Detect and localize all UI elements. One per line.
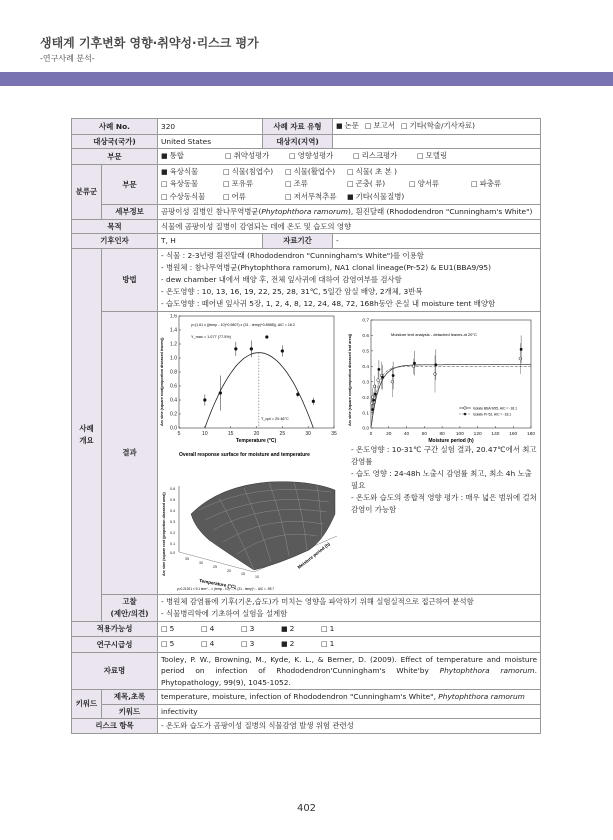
data-point-pr52	[371, 408, 374, 411]
x-tick-label: 20	[253, 430, 260, 437]
page-header-title: 생태계 기후변화 영향·취약성·리스크 평가	[40, 36, 259, 50]
list-item: - 온도영향 : 10, 13, 16, 19, 22, 25, 28, 31℃, 5일간 암실 배양, 2개체, 3반복	[161, 286, 423, 296]
risk-item-label: 리스크 항목	[72, 719, 158, 734]
option-label: 논문	[344, 121, 359, 130]
case-no-value: 320	[158, 119, 263, 135]
data-point-pr52	[520, 347, 523, 350]
z-tick: 0.6	[170, 486, 176, 491]
option-item	[347, 191, 409, 204]
x-tick-label: 15	[227, 430, 234, 437]
x-tick-label: 140	[491, 431, 500, 437]
purpose-label: 목적	[72, 219, 158, 234]
option-item	[285, 178, 347, 191]
y-tick-label: 1.0	[170, 355, 177, 362]
z-tick: 0.2	[170, 530, 176, 535]
discussion-list	[158, 594, 541, 621]
option-item	[401, 120, 475, 133]
surface-equation: y=0.21201 × 9.1 tem^... × (temp - 10)^... × (31 - temp)^... AIC = -99.7	[177, 586, 275, 591]
period-value: -	[333, 234, 541, 249]
option-label: 3	[249, 623, 255, 633]
urgency-label: 연구시급성	[72, 637, 158, 653]
detail-pre: 곰팡이성 질병인 참나무역병균(	[161, 207, 262, 216]
option-item	[161, 638, 201, 651]
surface-z-ticks	[170, 487, 175, 555]
y-tick-label: 0.2	[362, 395, 369, 401]
unchecked-box-icon: □	[400, 122, 408, 130]
option-item	[365, 120, 395, 133]
unchecked-box-icon: □	[201, 640, 208, 648]
data-point	[265, 335, 268, 338]
option-label: 포유류	[231, 179, 254, 188]
option-item	[161, 150, 225, 163]
x-tick-label: 0	[369, 431, 373, 437]
option-item	[281, 638, 321, 651]
legend-marker-pr52	[464, 412, 467, 415]
option-item	[241, 638, 281, 651]
data-point-bba	[377, 378, 380, 381]
option-item	[347, 166, 409, 179]
x-tick-label: 120	[473, 431, 482, 437]
option-item	[223, 178, 285, 191]
list-item: - 온도영향 : 10-31℃ 구간 실험 결과, 20.47℃에서 최고 감염률	[351, 444, 537, 466]
option-label: 어류	[231, 191, 246, 201]
x-tick-label: 25	[279, 430, 286, 437]
list-item: - dew chamber 내에서 배양 후, 전체 잎사귀에 대하여 감염여부를 검사함	[161, 274, 402, 284]
unchecked-box-icon: □	[285, 180, 292, 188]
header-band	[0, 72, 613, 86]
option-item	[161, 623, 201, 636]
z-tick: 0.3	[170, 519, 176, 524]
option-label: 5	[169, 639, 175, 648]
x-tick-label: 40	[403, 431, 410, 437]
applicability-options	[158, 621, 541, 637]
unchecked-box-icon: □	[409, 180, 416, 188]
option-item	[201, 623, 241, 636]
unchecked-box-icon: □	[285, 192, 292, 201]
data-point-pr52	[372, 398, 375, 401]
y-tick-label: 1.4	[170, 327, 177, 334]
option-label: 통합	[169, 151, 184, 160]
option-label: 식물(침엽수)	[231, 166, 274, 176]
option-item	[201, 638, 241, 651]
overview-label: 사례 개요	[72, 248, 102, 621]
list-item: - 습도 영향 : 24-48h 노출시 감염률 최고, 최소 4h 노출 필요	[351, 468, 532, 490]
x-tick-label: 100	[455, 431, 464, 437]
country-label: 대상국(국가)	[72, 134, 158, 149]
result-content	[158, 311, 541, 594]
checked-box-icon: ■	[336, 122, 343, 130]
data-point-pr52	[374, 392, 377, 395]
y-tick-label: 0.7	[362, 318, 369, 324]
option-label: 취약성평가	[233, 151, 270, 160]
taxa-row	[161, 178, 537, 191]
option-label: 1	[329, 639, 335, 648]
result-label: 결과	[102, 311, 158, 594]
option-label: 육상식물	[169, 166, 199, 176]
legend-bba: Isolate BBA 9/95, AIC = -18.1	[473, 406, 518, 410]
case-record-table	[71, 118, 541, 734]
detail-post: ), 흰진달래 (Rhododendron "Cunningham's White")	[347, 207, 533, 216]
unchecked-box-icon: □	[225, 152, 232, 160]
z-tick: 0.5	[170, 497, 176, 502]
unchecked-box-icon: □	[161, 180, 168, 188]
detail-label: 세부정보	[102, 205, 158, 220]
option-label: 보고서	[373, 121, 395, 130]
option-item	[353, 150, 417, 163]
data-point	[250, 347, 253, 350]
climate-factor-value: T, H	[158, 234, 263, 249]
unchecked-box-icon: □	[289, 152, 296, 160]
case-no-label: 사례 No.	[72, 119, 158, 135]
option-label: 육상동물	[169, 179, 199, 188]
reference-post: . Phytopathology, 99(9), 1045-1052.	[161, 666, 537, 687]
option-item	[417, 150, 481, 163]
list-item: - 병원체 감염률에 기후(기온,습도)가 미치는 영향을 파악하기 위해 실험실적으로 접근하여 분석함	[161, 596, 474, 606]
discussion-label	[102, 594, 158, 621]
checked-box-icon: ■	[281, 624, 288, 633]
unchecked-box-icon: □	[223, 180, 230, 188]
list-item: - 식물병리학에 기초하여 실험을 설계함	[161, 608, 288, 618]
classification-label: 분류군	[72, 164, 102, 219]
risk-item-value: - 온도와 습도가 곰팡이성 질병의 식물감염 발생 위험 관련성	[158, 719, 541, 734]
page-header-subtitle: -연구사례 분석-	[40, 54, 95, 63]
moist-figure	[348, 317, 535, 443]
kw-title-italic: Phytophthora ramorum	[438, 692, 525, 701]
option-label: 4	[209, 623, 215, 633]
surface-xlabel: Temperature (°C)	[198, 577, 237, 589]
taxa-options	[158, 164, 541, 205]
list-item: - 식물 : 2-3년령 흰진달래 (Rhododendron "Cunningham's White")를 이용함	[161, 250, 424, 260]
page-number: 402	[296, 803, 317, 814]
unchecked-box-icon: □	[201, 624, 208, 633]
list-item: - 습도영향 : 떼어낸 잎사귀 5장, 1, 2, 4, 8, 12, 24, 48, 72, 168h동안 온실 내 moisture tent 배양함	[161, 298, 496, 308]
region-value	[333, 134, 541, 149]
reference-pre: Tooley, P. W., Browning, M., Kyde, K. L., & Berner, D. (2009). Effect of temperature and moisture period on infection of Rhododendron'Cunningham's White'by	[161, 654, 537, 675]
checked-box-icon: ■	[161, 152, 168, 160]
detail-italic: Phytophthora ramorum	[261, 207, 348, 216]
option-label: 모델링	[425, 151, 448, 160]
option-item	[223, 166, 285, 179]
option-label: 기타(학술/기사자료)	[409, 121, 475, 130]
data-point-pr52	[413, 361, 416, 364]
x-tick-label: 20	[386, 431, 392, 437]
y-tick-label: 0.4	[362, 364, 369, 370]
temp-ylabel: Arc sine (square root(proportion diseased leaves))	[160, 336, 164, 426]
sector-options	[158, 149, 541, 165]
unchecked-box-icon: □	[241, 624, 248, 633]
temp-ymax-label: Y_max = 1.077 (77.5%)	[191, 334, 231, 339]
option-item	[225, 150, 289, 163]
data-point	[312, 399, 315, 402]
x-tick: 30	[199, 560, 203, 565]
y-tick-label: 0.0	[362, 426, 369, 432]
option-label: 파충류	[479, 179, 502, 188]
discussion-label-b: (제안/의견)	[110, 608, 149, 618]
method-label: 방법	[102, 248, 158, 311]
option-label: 식물( 초 본 )	[355, 166, 397, 176]
y-tick-label: 0.6	[362, 333, 369, 339]
y-tick-label: 0.8	[170, 369, 177, 376]
option-item	[161, 166, 223, 179]
data-point-pr52	[392, 374, 395, 377]
unchecked-box-icon: □	[417, 152, 424, 160]
unchecked-box-icon: □	[471, 180, 478, 188]
option-item	[336, 120, 359, 133]
result-text-box	[351, 444, 539, 592]
option-item	[241, 623, 281, 636]
option-item	[321, 623, 361, 636]
x-tick-label: 180	[526, 431, 536, 437]
case-type-label: 사례 자료 유형	[263, 119, 333, 135]
kw-keyword-value: infectivity	[158, 704, 541, 719]
option-label: 곤충( 류)	[355, 179, 386, 188]
reference-label: 자료명	[72, 652, 158, 690]
x-tick: 15	[241, 571, 245, 576]
option-label: 수상동식물	[169, 191, 206, 201]
z-tick: 0.0	[170, 550, 176, 555]
option-label: 2	[289, 639, 295, 648]
legend-pr52: Isolate Pr-52, AIC = -18.1	[473, 412, 512, 416]
data-point	[234, 347, 237, 350]
sector-label: 부문	[72, 149, 158, 165]
taxa-row	[161, 191, 537, 204]
x-tick-label: 30	[305, 430, 311, 437]
y-tick-label: 0.2	[170, 411, 177, 418]
x-tick-label: 35	[331, 430, 337, 437]
y-tick-label: 0.5	[362, 349, 369, 355]
temp-topt-label: T_opt = 20.46°C	[261, 416, 289, 421]
taxa-row	[161, 166, 537, 179]
data-point	[219, 391, 222, 394]
unchecked-box-icon: □	[353, 152, 360, 160]
option-label: 양서류	[417, 179, 440, 188]
option-label: 영향성평가	[297, 151, 334, 160]
reference-italic: Phytophthora ramorum	[439, 666, 535, 675]
option-label: 리스크평가	[361, 151, 398, 160]
option-label: 2	[289, 623, 295, 633]
urgency-options	[158, 637, 541, 653]
data-point-pr52	[378, 367, 381, 370]
unchecked-box-icon: □	[285, 167, 292, 176]
temp-xlabel: Temperature (°C)	[235, 437, 277, 444]
x-tick: 35	[185, 556, 189, 561]
option-item	[409, 178, 471, 191]
z-tick: 0.1	[170, 541, 176, 546]
climate-factor-label: 기후인자	[72, 234, 158, 249]
method-items	[161, 250, 537, 310]
discussion-items	[161, 596, 537, 620]
option-item	[289, 150, 353, 163]
temp-plot-frame	[179, 316, 334, 428]
kw-title-label: 제목,초록	[102, 690, 158, 705]
period-label: 자료기간	[263, 234, 333, 249]
option-item	[285, 191, 347, 204]
data-point	[281, 349, 284, 352]
y-tick-label: 0.4	[170, 397, 177, 404]
applicability-label: 적용가능성	[72, 621, 158, 637]
x-tick-label: 60	[421, 431, 428, 437]
option-item	[161, 191, 223, 204]
kw-keyword-label: 키워드	[102, 704, 158, 719]
unchecked-box-icon: □	[161, 640, 168, 648]
checked-box-icon: ■	[281, 640, 288, 648]
surface-figure	[162, 452, 337, 591]
option-label: 식물(활엽수)	[293, 166, 336, 176]
unchecked-box-icon: □	[241, 640, 248, 648]
unchecked-box-icon: □	[161, 624, 168, 633]
temp-figure	[160, 314, 337, 444]
y-tick-label: 0.6	[170, 383, 177, 390]
x-tick: 20	[227, 568, 231, 573]
unchecked-box-icon: □	[321, 624, 328, 633]
data-point-pr52	[434, 363, 437, 366]
option-item	[223, 191, 285, 204]
sector2-label: 부문	[102, 164, 158, 205]
kw-title-value	[158, 690, 541, 705]
unchecked-box-icon: □	[223, 192, 230, 201]
surface-title: Overall response surface for moisture and temperature	[179, 451, 310, 458]
option-item	[281, 623, 321, 636]
unchecked-box-icon: □	[364, 122, 372, 130]
purpose-value: 식물에 곰팡이성 질병이 감염되는 데에 온도 및 습도의 영향	[158, 219, 541, 234]
y-tick-label: 0.0	[170, 425, 177, 432]
list-item: - 병원체 : 참나무역병균(Phytophthora ramorum), NA1 clonal lineage(Pr-52) & EU1(BBA9/95)	[161, 262, 491, 272]
y-tick-label: 0.1	[362, 410, 369, 416]
option-label: 4	[209, 639, 215, 648]
data-point-pr52	[381, 375, 384, 378]
list-item: - 온도와 습도의 종합적 영향 평가 : 매우 넓은 범위에 걸쳐 감염이 가능함	[351, 492, 537, 514]
option-item	[321, 638, 361, 651]
z-tick: 0.4	[170, 508, 176, 513]
data-point	[296, 392, 299, 395]
option-label: 1	[329, 623, 335, 633]
unchecked-box-icon: □	[223, 167, 230, 176]
y-tick-label: 1.6	[170, 313, 177, 320]
unchecked-box-icon: □	[321, 640, 328, 648]
moist-xlabel: Moisture period (h)	[428, 437, 474, 444]
method-list	[158, 248, 541, 311]
x-tick-label: 5	[177, 430, 181, 437]
moist-title: Moisture tent analysis - detached leaves at 20°C	[391, 331, 477, 337]
option-label: 저서무척추류	[293, 191, 337, 201]
unchecked-box-icon: □	[347, 167, 354, 176]
detail-value	[158, 205, 541, 220]
option-label: 기타(식물질병)	[355, 191, 405, 201]
option-item	[285, 166, 347, 179]
surface-ylabel: Moisture period (h)	[296, 540, 331, 570]
result-items	[351, 444, 539, 516]
option-item	[471, 178, 533, 191]
reference-value	[158, 652, 541, 690]
discussion-label-a: 고찰	[122, 596, 137, 606]
temp-equation: y=(1.61 x ((temp - 10)^0.9807) x (31 - temp)^0.8988)), AIC = 18.2	[191, 322, 295, 327]
x-tick-label: 80	[439, 431, 445, 437]
option-label: 3	[249, 639, 255, 648]
y-tick-label: 0.3	[362, 379, 369, 385]
option-label: 조류	[293, 179, 308, 188]
case-type-options	[333, 119, 541, 135]
option-label: 5	[169, 623, 175, 633]
surface-zlabel: Arc sine (square root (proportion diseased area))	[162, 491, 166, 576]
x-tick: 25	[213, 564, 217, 569]
result-figures	[159, 314, 539, 592]
unchecked-box-icon: □	[161, 192, 168, 201]
checked-box-icon: ■	[347, 192, 354, 201]
country-value: United States	[158, 134, 263, 149]
region-label: 대상지(지역)	[263, 134, 333, 149]
checked-box-icon: ■	[161, 167, 168, 176]
kw-title-pre: temperature, moisture, infection of Rhododendron "Cunningham's White",	[161, 692, 439, 701]
keywords-label: 키워드	[72, 690, 102, 719]
data-point	[203, 398, 206, 401]
y-tick-label: 1.2	[170, 341, 177, 348]
x-tick-label: 160	[509, 431, 518, 437]
x-tick: 10	[255, 574, 259, 579]
legend-marker-bba	[464, 406, 467, 409]
unchecked-box-icon: □	[347, 180, 354, 188]
moist-ylabel: Arc sine (square root(proportion diseased leaf area))	[348, 333, 352, 426]
option-item	[347, 178, 409, 191]
x-tick-label: 10	[202, 430, 208, 437]
option-item	[161, 178, 223, 191]
